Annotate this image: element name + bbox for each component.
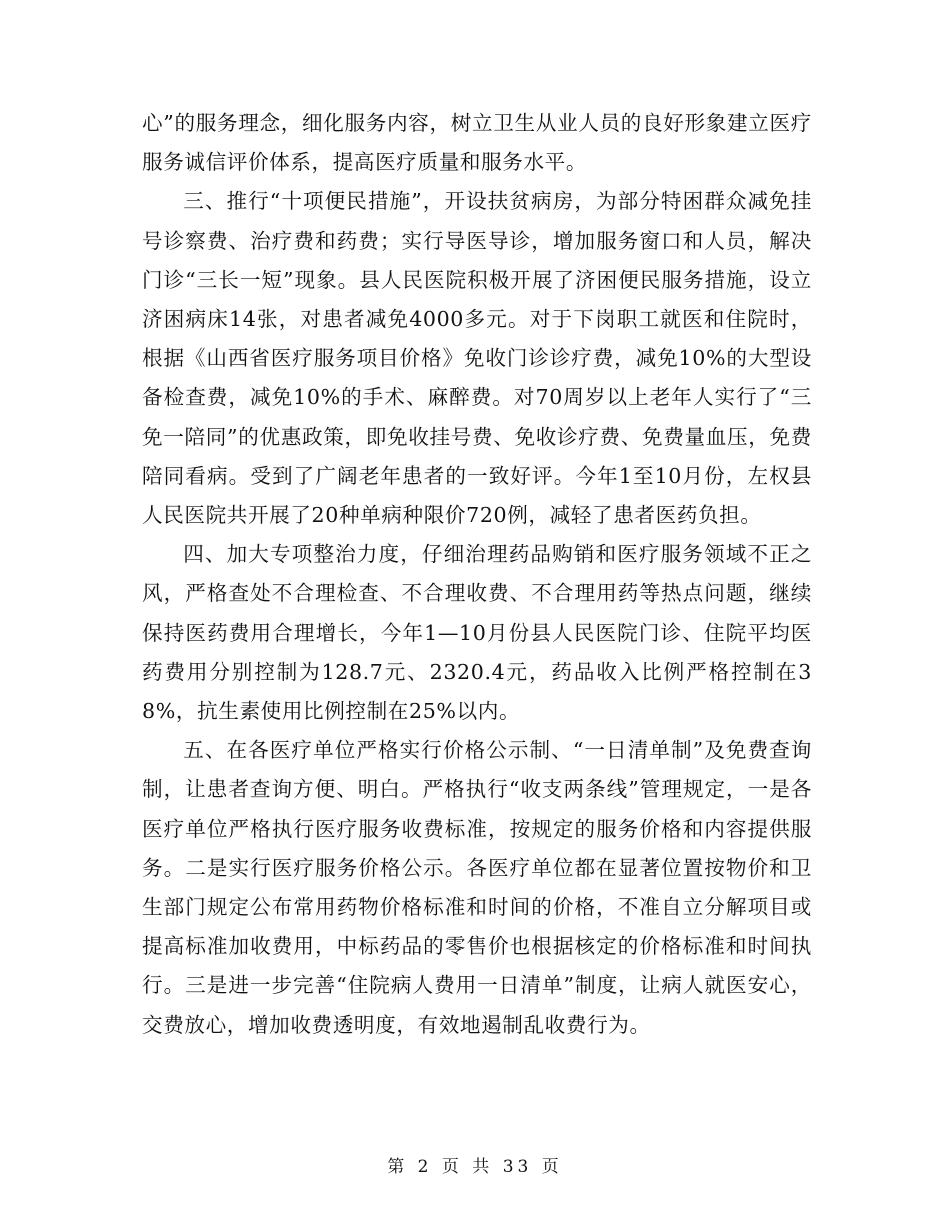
page-footer: 第 2 页 共 33 页 (387, 1157, 563, 1177)
paragraph-section-four: 四、加大专项整治力度，仔细治理药品购销和医疗服务领域不正之风，严格查处不合理检查、不合理收费、不合理用药等热点问题，继续保持医药费用合理增长，今年1—10月份县人民医院门诊、住院平均医药费用分别控制为128.7元、2320.4元，药品收入比例严格控制在38%，抗生素使用比例控制在25%以内。 (142, 542, 812, 724)
paragraph-section-three: 三、推行“十项便民措施”，开设扶贫病房，为部分特困群众减免挂号诊察费、治疗费和药费；实行导医导诊，增加服务窗口和人员，解决门诊“三长一短”现象。县人民医院积极开展了济困便民服务措施，设立济困病床14张，对患者减免4000多元。对于下岗职工就医和住院时，根据《山西省医疗服务项目价格》免收门诊诊疗费，减免10%的大型设备检查费，减免10%的手术、麻醉费。对70周岁以上老年人实行了“三免一陪同”的优惠政策，即免收挂号费、免收诊疗费、免费量血压，免费陪同看病。受到了广阔老年患者的一致好评。今年1至10月份，左权县人民医院共开展了20种单病种限价720例，减轻了患者医药负担。 (142, 189, 812, 528)
paragraph-continuation: 心”的服务理念，细化服务内容，树立卫生从业人员的良好形象建立医疗服务诚信评价体系，提高医疗质量和服务水平。 (142, 111, 812, 175)
document-body (142, 104, 812, 1045)
paragraph-section-five: 五、在各医疗单位严格实行价格公示制、“一日清单制”及免费查询制，让患者查询方便、明白。严格执行“收支两条线”管理规定，一是各医疗单位严格执行医疗服务收费标准，按规定的服务价格和内容提供服务。二是实行医疗服务价格公示。各医疗单位都在显著位置按物价和卫生部门规定公布常用药物价格标准和时间的价格，不准自立分解项目或提高标准加收费用，中标药品的零售价也根据核定的价格标准和时间执行。三是进一步完善“住院病人费用一日清单”制度，让病人就医安心，交费放心，增加收费透明度，有效地遏制乱收费行为。 (142, 738, 812, 1037)
